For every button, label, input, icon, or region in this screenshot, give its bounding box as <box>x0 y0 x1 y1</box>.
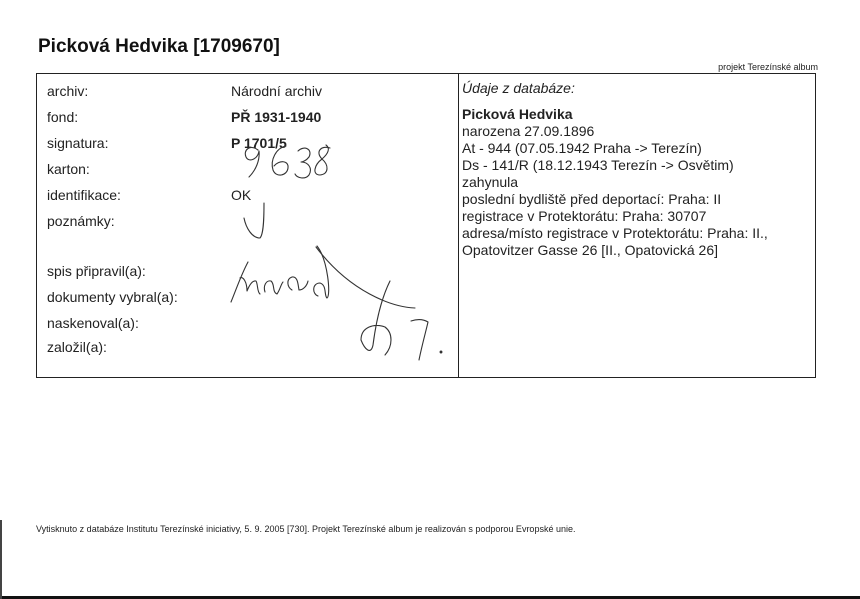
identifikace-label: identifikace: <box>47 187 121 203</box>
record-card <box>36 73 816 378</box>
identifikace-value: OK <box>231 187 252 203</box>
transport-ds-line: Ds - 141/R (18.12.1943 Terezín -> Osvětim) <box>462 157 734 173</box>
karton-label: karton: <box>47 161 90 177</box>
fate-line: zahynula <box>462 174 519 190</box>
fond-value: PŘ 1931-1940 <box>231 109 322 125</box>
footer-note: Vytisknuto z databáze Institutu Terezínské iniciativy, 5. 9. 2005 [730]. Projekt Terezínské album je realizován s podporou Evropské unie. <box>36 524 576 534</box>
birth-line: narozena 27.09.1896 <box>462 123 595 139</box>
database-person-name: Picková Hedvika <box>462 106 573 122</box>
database-panel <box>462 80 814 259</box>
fond-label: fond: <box>47 109 79 125</box>
registration-line: registrace v Protektorátu: Praha: 30707 <box>462 208 707 224</box>
database-heading: Údaje z databáze: <box>462 80 575 96</box>
spis-pripravil-label: spis připravil(a): <box>47 263 146 279</box>
archiv-value: Národní archiv <box>231 83 323 99</box>
registration-address-line: adresa/místo registrace v Protektorátu: Praha: II., <box>462 225 768 241</box>
column-divider <box>458 74 459 377</box>
poznamky-label: poznámky: <box>47 213 115 229</box>
transport-at-line: At - 944 (07.05.1942 Praha -> Terezín) <box>462 140 702 156</box>
signatura-value: P 1701/5 <box>231 135 287 151</box>
page-title: Picková Hedvika [1709670] <box>38 36 280 57</box>
project-label: projekt Terezínské album <box>718 62 818 72</box>
scan-edge-left <box>0 520 2 599</box>
signatura-label: signatura: <box>47 135 109 151</box>
registration-address-cont-line: Opatovitzer Gasse 26 [II., Opatovická 26] <box>462 242 719 258</box>
archiv-label: archiv: <box>47 83 89 99</box>
naskenoval-label: naskenoval(a): <box>47 315 139 331</box>
dokumenty-vybral-label: dokumenty vybral(a): <box>47 289 178 305</box>
last-residence-line: poslední bydliště před deportací: Praha: II <box>462 191 722 207</box>
zalozil-label: založil(a): <box>47 339 107 355</box>
